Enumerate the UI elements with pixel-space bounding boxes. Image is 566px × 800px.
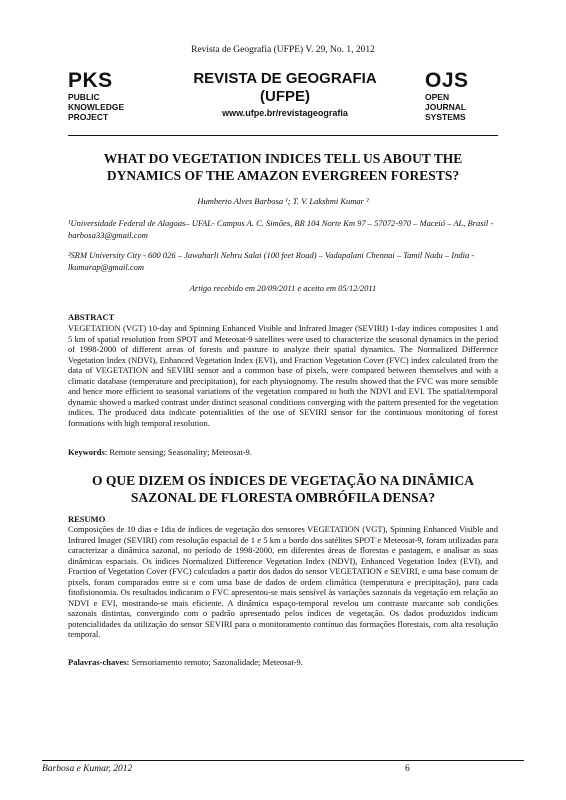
abstract-heading: ABSTRACT xyxy=(68,312,115,322)
received-date: Artigo recebido em 20/09/2011 e aceito em 05/12/2011 xyxy=(189,283,377,293)
masthead-title: REVISTA DE GEOGRAFIA xyxy=(193,70,377,87)
ojs-logo-title: OJS xyxy=(425,69,469,92)
palavras-chaves-list: Sensoriamento remoto; Sazonalidade; Meteosat-9. xyxy=(129,657,303,667)
pkp-logo xyxy=(68,70,124,122)
masthead-url[interactable]: www.ufpe.br/revistageografia xyxy=(222,108,348,118)
keywords-label: Keywords xyxy=(68,447,105,457)
pkp-logo-line: PROJECT xyxy=(68,112,109,122)
pkp-logo-title: PKS xyxy=(68,69,113,92)
ojs-logo-line: OPEN xyxy=(425,92,450,102)
journal-citation: Revista de Geografia (UFPE) V. 29, No. 1, 2012 xyxy=(191,45,375,55)
resumo-text: Composições de 10 dias e 1dia de índices de vegetação dos sensores VEGETATION (VGT), Spinning Enhanced Visible and Infrared Imager (SEVIRI) com resolução espacial de 1 e 5 km a bordo dos satélites SPOT e Meteosat-9, foram utilizadas para caracterizar a dinâmica sazonal, no período de 1998-2000, em diferentes áreas de florestas e pastagem, e analisar as suas dinâmicas espaciais. Os índices Normalized Difference Vegetation Index (NDVI), Enhanced Vegetation Index (EVI), and Fraction of Vegetation Cover (FVC) calculados a partir dos dados do sensor VEGETATION e SEVIRI, e uma base comum de pixels, foram comparados entre si e com uma base de dados de ordem climática (temperatura e precipitação), para cada fitofisionomia. Os resultados indicaram o FVC apresentou-se mais sensível às variações sazonais da vegetação em relação ao NDVI e EVI, mostrando-se mais eficiente. A dinâmica espaço-temporal revelou um contraste marcante sob condições sazonais distintas, convergindo com o padrão apresentado pelos índices de vegetação. Os dados produzidos indicam potencialidades da utilização do sensor SEVIRI para o monitoramento contínuo das formações florestais, com alta resolução temporal. xyxy=(68,524,498,639)
page-number: 6 xyxy=(405,764,410,774)
ojs-logo-line: SYSTEMS xyxy=(425,112,466,122)
pkp-logo-line: KNOWLEDGE xyxy=(68,102,125,112)
keywords-list: : Remote sensing; Seasonality; Meteosat-9. xyxy=(104,447,252,457)
resumo-heading: RESUMO xyxy=(68,514,106,524)
journal-masthead xyxy=(180,70,390,118)
footer-citation: Barbosa e Kumar, 2012 xyxy=(42,764,133,774)
ojs-logo-line: JOURNAL xyxy=(425,102,467,112)
resumo-keywords xyxy=(68,657,498,668)
ojs-logo xyxy=(425,70,469,122)
footer-divider xyxy=(42,760,524,761)
pkp-logo-line: PUBLIC xyxy=(68,92,100,102)
portuguese-title: O QUE DIZEM OS ÍNDICES DE VEGETAÇÃO NA DINÂMICA SAZONAL DE FLORESTA OMBRÓFILA DENSA? xyxy=(91,473,475,505)
masthead-subtitle: (UFPE) xyxy=(260,88,310,105)
paper-title: WHAT DO VEGETATION INDICES TELL US ABOUT THE DYNAMICS OF THE AMAZON EVERGREEN FORESTS? xyxy=(103,151,463,183)
palavras-chaves-label: Palavras-chaves: xyxy=(68,657,130,667)
abstract-keywords xyxy=(68,447,498,458)
affiliation-1: ¹Universidade Federal de Alagoas– UFAL- Campus A. C. Simões, BR 104 Norte Km 97 – 57072-970 – Maceió – AL, Brasil - barbosa33@gmail.com xyxy=(68,218,494,240)
abstract-text: VEGETATION (VGT) 10-day and Spinning Enhanced Visible and Infrared Imager (SEVIRI) 1-day indices composites 1 and 5 km of spatial resolution from SPOT and Meteosat-9 satellites were used to characterize the seasonal dynamics in the period of 1998-2000 of different areas of forests and pasture to analyze their spatial dynamics. The Normalized Difference Vegetation Index (NDVI), Enhanced Vegetation Index (EVI), and Fraction Vegetation Cover (FVC) index calculated from the data of VEGETATION and SEVIRI sensor and a common base of pixels, were compared between themselves and with a climatic database (temperature and precipitation), for each physiognomy. The results showed that the FVC was more sensible and hence more efficient to seasonal variations of the vegetation compared to both the NDVI and EVI. The spatial/temporal dynamic showed a marked contrast under distinct seasonal conditions converging with the pattern presented for the vegetation indices. The produced data indicate potentialities of the use of SEVIRI sensor for the continuous monitoring of forest formations with high temporal resolution. xyxy=(68,323,498,428)
authors: Humberto Alves Barbosa ¹; T. V. Lakshmi Kumar ² xyxy=(197,196,369,206)
affiliation-2: ²SRM University City - 600 026 – Jawaharli Nehru Salai (100 feet Road) – Vadapalani Chennai – Tamil Nadu – India - lkumarap@gmail.com xyxy=(68,250,475,272)
header-divider xyxy=(68,135,498,136)
